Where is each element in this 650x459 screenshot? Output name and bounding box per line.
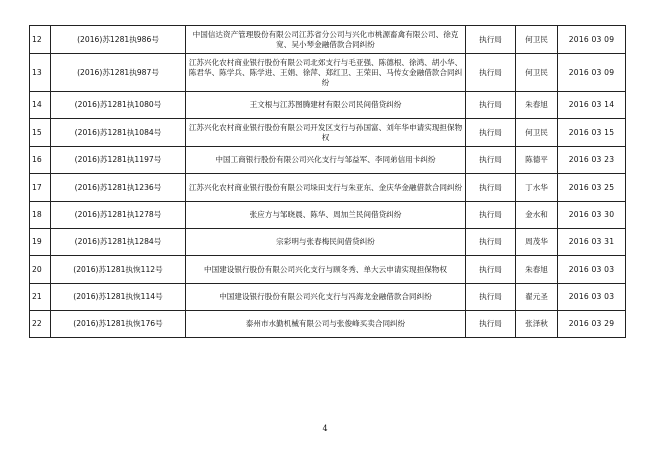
filing-date: 2016 03 03 [558, 256, 626, 284]
page-number: 4 [322, 424, 328, 433]
filing-date: 2016 03 30 [558, 202, 626, 229]
table-row [30, 92, 626, 119]
case-number: (2016)苏1281执1278号 [51, 202, 186, 229]
department: 执行局 [466, 92, 516, 119]
department: 执行局 [466, 26, 516, 54]
judge-name: 朱春旭 [516, 256, 558, 284]
table-row [30, 229, 626, 256]
judge-name: 翟元圣 [516, 284, 558, 311]
row-number: 21 [30, 284, 51, 311]
row-number: 18 [30, 202, 51, 229]
case-number: (2016)苏1281执987号 [51, 54, 186, 92]
row-number: 16 [30, 147, 51, 174]
case-number: (2016)苏1281执1084号 [51, 119, 186, 147]
filing-date: 2016 03 14 [558, 92, 626, 119]
case-title: 宗彩明与张春梅民间借贷纠纷 [186, 229, 466, 256]
judge-name: 何卫民 [516, 26, 558, 54]
judge-name: 朱春旭 [516, 92, 558, 119]
filing-date: 2016 03 23 [558, 147, 626, 174]
row-number: 19 [30, 229, 51, 256]
case-title: 江苏兴化农村商业银行股份有限公司垛田支行与朱亚东、金庆华金融借款合同纠纷 [186, 174, 466, 202]
row-number: 20 [30, 256, 51, 284]
case-title: 江苏兴化农村商业银行股份有限公司北郊支行与毛亚强、陈德根、徐鸿、胡小华、陈君华、陈学兵、陈学进、王娟、徐萍、郑红卫、王荣田、马传女金融借款合同纠纷 [186, 54, 466, 92]
filing-date: 2016 03 03 [558, 284, 626, 311]
judge-name: 张泽秋 [516, 311, 558, 338]
department: 执行局 [466, 256, 516, 284]
department: 执行局 [466, 202, 516, 229]
case-number: (2016)苏1281执恢176号 [51, 311, 186, 338]
filing-date: 2016 03 09 [558, 54, 626, 92]
table-row [30, 26, 626, 54]
case-title: 中国建设银行股份有限公司兴化支行与冯海龙金融借款合同纠纷 [186, 284, 466, 311]
filing-date: 2016 03 29 [558, 311, 626, 338]
department: 执行局 [466, 174, 516, 202]
row-number: 13 [30, 54, 51, 92]
judge-name: 周茂华 [516, 229, 558, 256]
department: 执行局 [466, 147, 516, 174]
table-row [30, 54, 626, 92]
case-number: (2016)苏1281执1284号 [51, 229, 186, 256]
judge-name: 何卫民 [516, 54, 558, 92]
case-title: 泰州市水勤机械有限公司与张俊峰买卖合同纠纷 [186, 311, 466, 338]
table-row [30, 256, 626, 284]
filing-date: 2016 03 15 [558, 119, 626, 147]
case-number: (2016)苏1281执1080号 [51, 92, 186, 119]
case-table-body [30, 26, 626, 338]
case-number: (2016)苏1281执恢112号 [51, 256, 186, 284]
table-row [30, 284, 626, 311]
row-number: 17 [30, 174, 51, 202]
judge-name: 何卫民 [516, 119, 558, 147]
case-title: 张应方与邹晓晨、陈华、周加兰民间借贷纠纷 [186, 202, 466, 229]
table-row [30, 311, 626, 338]
table-row [30, 147, 626, 174]
case-number: (2016)苏1281执1197号 [51, 147, 186, 174]
department: 执行局 [466, 119, 516, 147]
department: 执行局 [466, 54, 516, 92]
department: 执行局 [466, 284, 516, 311]
case-number: (2016)苏1281执恢114号 [51, 284, 186, 311]
case-title: 江苏兴化农村商业银行股份有限公司开发区支行与孙国富、刘年华申请实现担保物权 [186, 119, 466, 147]
row-number: 15 [30, 119, 51, 147]
case-title: 中国建设银行股份有限公司兴化支行与顾冬秀、单大云申请实现担保物权 [186, 256, 466, 284]
row-number: 14 [30, 92, 51, 119]
row-number: 22 [30, 311, 51, 338]
filing-date: 2016 03 25 [558, 174, 626, 202]
table-row [30, 119, 626, 147]
row-number: 12 [30, 26, 51, 54]
judge-name: 陈德平 [516, 147, 558, 174]
filing-date: 2016 03 09 [558, 26, 626, 54]
department: 执行局 [466, 311, 516, 338]
case-number: (2016)苏1281执986号 [51, 26, 186, 54]
filing-date: 2016 03 31 [558, 229, 626, 256]
case-title: 王文根与江苏图腾建材有限公司民间借贷纠纷 [186, 92, 466, 119]
judge-name: 丁水华 [516, 174, 558, 202]
department: 执行局 [466, 229, 516, 256]
table-row [30, 202, 626, 229]
table-row [30, 174, 626, 202]
case-title: 中国工商银行股份有限公司兴化支行与邹益军、李同弟信用卡纠纷 [186, 147, 466, 174]
case-number: (2016)苏1281执1236号 [51, 174, 186, 202]
case-title: 中国信达资产管理股份有限公司江苏省分公司与兴化市桃源畜禽有限公司、徐克宽、吴小琴金融借款合同纠纷 [186, 26, 466, 54]
judge-name: 金水和 [516, 202, 558, 229]
case-table [29, 25, 626, 338]
